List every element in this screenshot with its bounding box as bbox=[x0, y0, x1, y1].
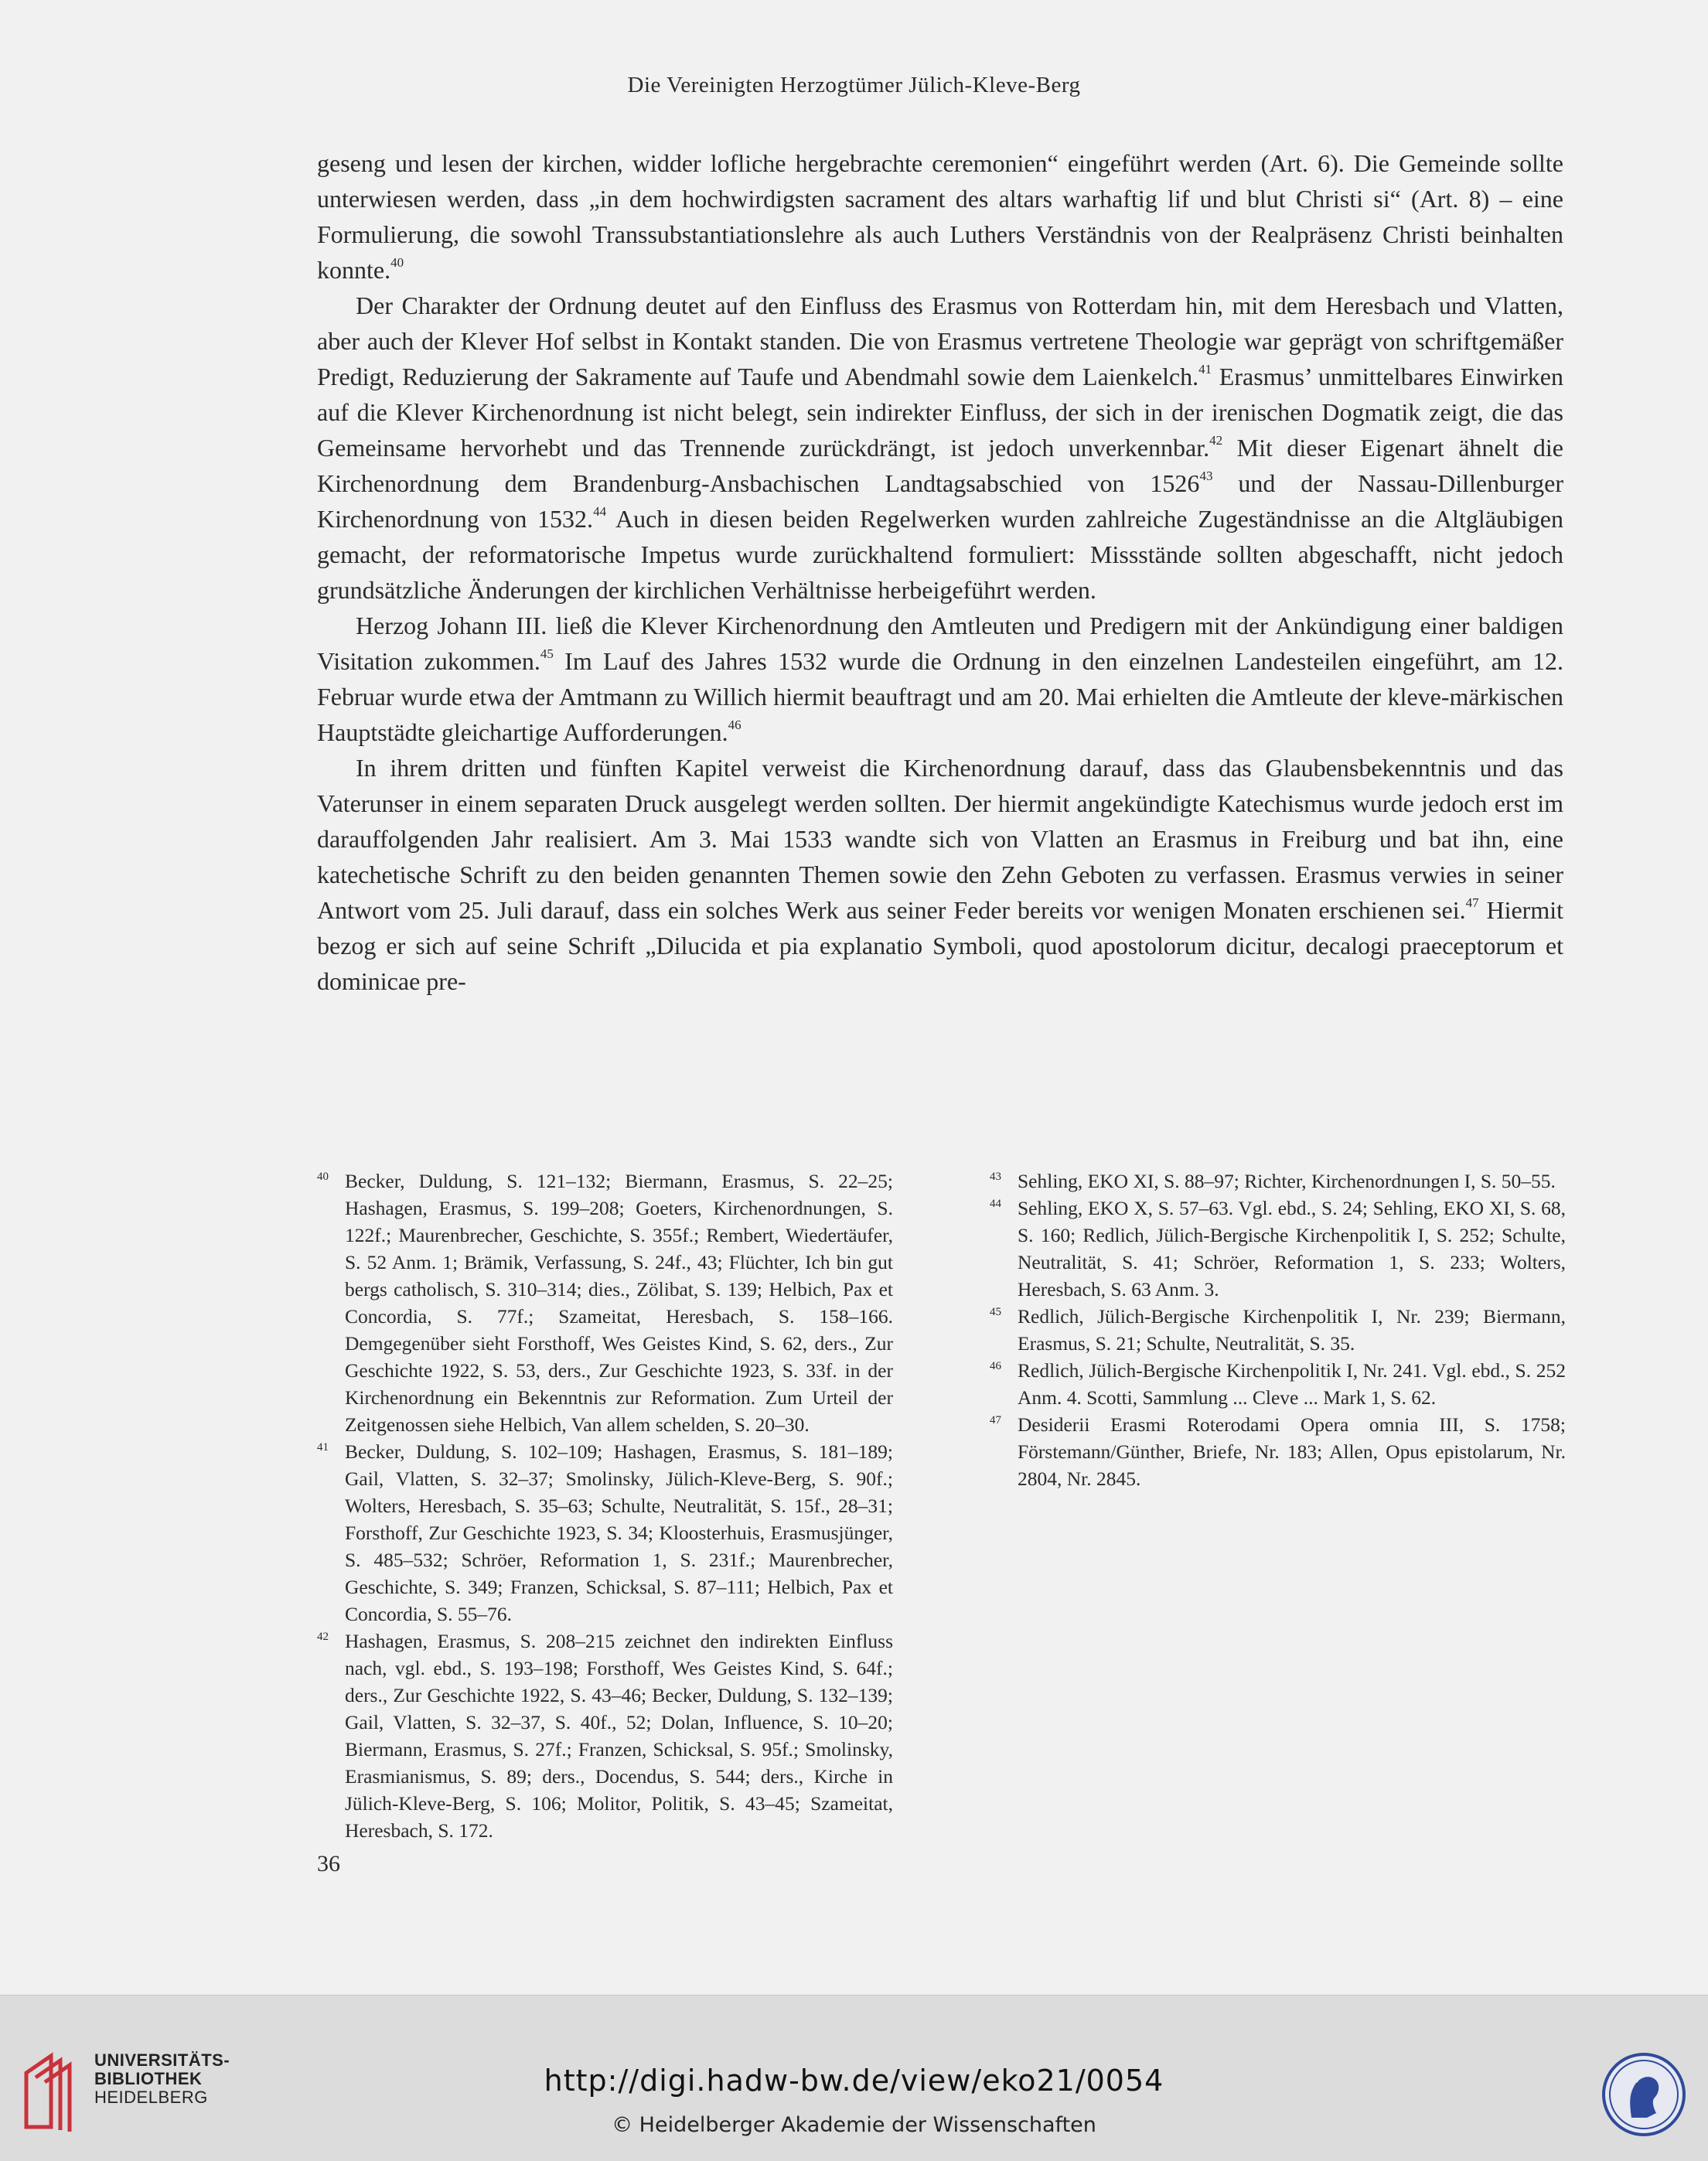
paragraph-text: Im Lauf des Jahres 1532 wurde die Ordnung in den einzelnen Landesteilen eingeführt, am 12. Februar wurde etwa der Amtmann zu Willich hiermit beauftragt und am 20. Mai erhielten die Amtleute der kleve-märkischen Hauptstädte gleichartige Aufforderungen. bbox=[317, 647, 1564, 746]
footnotes-right-column bbox=[990, 1167, 1566, 1492]
paragraph-text: Mit dieser Eigenart ähnelt die Kirchenordnung dem Brandenburg-Ansbachischen Landtagsabschied von 1526 bbox=[317, 434, 1564, 497]
footnote-ref[interactable]: 42 bbox=[1209, 433, 1223, 448]
footnote-number: 44 bbox=[990, 1198, 1001, 1210]
footnote-47 bbox=[990, 1411, 1566, 1492]
footnote-ref[interactable]: 40 bbox=[390, 255, 404, 270]
footnote-44 bbox=[990, 1195, 1566, 1303]
paragraph-text: und der Nassau-Dillenburger Kirchenordnung von 1532. bbox=[317, 469, 1564, 533]
footnote-text: Becker, Duldung, S. 102–109; Hashagen, Erasmus, S. 181–189; Gail, Vlatten, S. 32–37; Smolinsky, Jülich-Kleve-Berg, S. 90f.; Wolters, Heresbach, S. 35–63; Schulte, Neutralität, S. 15f., 28–31; Forsthoff, Zur Geschichte 1923, S. 34; Kloosterhuis, Erasmusjünger, S. 485–532; Schröer, Reformation 1, S. 231f.; Maurenbrecher, Geschichte, S. 349; Franzen, Schicksal, S. 87–111; Helbich, Pax et Concordia, S. 55–76. bbox=[345, 1440, 893, 1625]
footnote-text: Sehling, EKO X, S. 57–63. Vgl. ebd., S. 24; Sehling, EKO XI, S. 68, S. 160; Redlich, Jülich-Bergische Kirchenpolitik I, S. 252; Schulte, Neutralität, S. 41; Schröer, Reformation 1, S. 233; Wolters, Heresbach, S. 63 Anm. 3. bbox=[1018, 1197, 1566, 1300]
footnote-46 bbox=[990, 1357, 1566, 1411]
page-number: 36 bbox=[317, 1851, 340, 1876]
paragraph-text: Auch in diesen beiden Regelwerken wurden zahlreiche Zugeständnisse an die Altgläubigen gemacht, der reformatorische Impetus wurde zurückhaltend formuliert: Missstände sollten abgeschafft, nicht jedoch grundsätzliche Änderungen der kirchlichen Verhältnisse herbeigeführt werden. bbox=[317, 505, 1564, 604]
footnote-text: Hashagen, Erasmus, S. 208–215 zeichnet den indirekten Einfluss nach, vgl. ebd., S. 193–198; Forsthoff, Wes Geistes Kind, S. 64f.; ders., Zur Geschichte 1922, S. 43–46; Becker, Duldung, S. 132–139; Gail, Vlatten, S. 32–37, S. 40f., 52; Dolan, Influence, S. 10–20; Biermann, Erasmus, S. 27f.; Franzen, Schicksal, S. 95f.; Smolinsky, Erasmianismus, S. 89; ders., Docendus, S. 544; ders., Kirche in Jülich-Kleve-Berg, S. 106; Molitor, Politik, S. 43–45; Szameitat, Heresbach, S. 172. bbox=[345, 1630, 893, 1842]
paragraph-4 bbox=[317, 750, 1563, 999]
footnote-text: Becker, Duldung, S. 121–132; Biermann, Erasmus, S. 22–25; Hashagen, Erasmus, S. 199–208; Goeters, Kirchenordnungen, S. 122f.; Maurenbrecher, Geschichte, S. 355f.; Rembert, Wiedertäufer, S. 52 Anm. 1; Brämik, Verfassung, S. 24f., 43; Flüchter, Ich bin gut bergs catholisch, S. 310–314; dies., Zölibat, S. 139; Helbich, Pax et Concordia, S. 77f.; Szameitat, Heresbach, S. 158–166. Demgegenüber sieht Forsthoff, Wes Geistes Kind, S. 62, ders., Zur Geschichte 1922, S. 53, ders., Zur Geschichte 1923, S. 33f. in der Kirchenordnung ein Bekenntnis zur Reformation. Zum Urteil der Zeitgenossen siehe Helbich, Van allem schelden, S. 20–30. bbox=[345, 1170, 893, 1436]
footnote-ref[interactable]: 46 bbox=[728, 717, 741, 732]
paragraph-1 bbox=[317, 145, 1563, 288]
footnote-text: Sehling, EKO XI, S. 88–97; Richter, Kirchenordnungen I, S. 50–55. bbox=[1018, 1170, 1556, 1192]
footnote-ref[interactable]: 41 bbox=[1198, 362, 1212, 377]
academy-seal-logo[interactable] bbox=[1601, 2051, 1687, 2138]
academy-seal-icon bbox=[1601, 2051, 1687, 2138]
library-name-line: UNIVERSITÄTS- bbox=[94, 2050, 230, 2070]
paragraph-text: In ihrem dritten und fünften Kapitel verweist die Kirchenordnung darauf, dass das Glaubensbekenntnis und das Vaterunser in einem separaten Druck ausgelegt werden sollten. Der hiermit angekündigte Katechismus wurde jedoch erst im darauffolgenden Jahr realisiert. Am 3. Mai 1533 wandte sich von Vlatten an Erasmus in Freiburg und bat ihn, eine katechetische Schrift zu den beiden genannten Themen sowie den Zehn Geboten zu verfassen. Erasmus verwies in seiner Antwort vom 25. Juli darauf, dass ein solches Werk aus seiner Feder bereits vor wenigen Monaten erschienen sei. bbox=[317, 754, 1563, 924]
paragraph-3 bbox=[317, 608, 1563, 750]
footnote-ref[interactable]: 45 bbox=[540, 646, 554, 661]
permalink-url[interactable]: http://digi.hadw-bw.de/view/eko21/0054 bbox=[544, 2064, 1164, 2098]
footnote-number: 46 bbox=[990, 1360, 1001, 1372]
footnote-45 bbox=[990, 1303, 1566, 1357]
paragraph-text: Hiermit bezog er sich auf seine Schrift „Dilucida et pia explanatio Symboli, quod apostolorum dicitur, decalogi praeceptorum et dominicae pre- bbox=[317, 896, 1564, 995]
paragraph-2 bbox=[317, 288, 1563, 608]
footnote-41 bbox=[317, 1438, 893, 1628]
footnote-number: 47 bbox=[990, 1414, 1001, 1426]
copyright-notice: © Heidelberger Akademie der Wissenschaften bbox=[612, 2113, 1096, 2137]
paragraph-text: Herzog Johann III. ließ die Klever Kirchenordnung den Amtleuten und Predigern mit der Ankündigung einer baldigen Visitation zukommen. bbox=[317, 612, 1563, 675]
paragraph-text: geseng und lesen der kirchen, widder lofliche hergebrachte ceremonien“ eingeführt werden (Art. 6). Die Gemeinde sollte unterwiesen werden, dass „in dem hochwirdigsten sacrament des altars warhaftig lif und blut Christi si“ (Art. 8) – eine Formulierung, die sowohl Transsubstantiationslehre als auch Luthers Verständnis von der Realpräsenz Christi beinhalten konnte. bbox=[317, 149, 1563, 284]
running-head: Die Vereinigten Herzogtümer Jülich-Kleve-Berg bbox=[627, 73, 1081, 97]
footnote-number: 40 bbox=[317, 1171, 329, 1183]
footnote-42 bbox=[317, 1628, 893, 1844]
footnote-text: Redlich, Jülich-Bergische Kirchenpolitik I, Nr. 239; Biermann, Erasmus, S. 21; Schulte, Neutralität, S. 35. bbox=[1018, 1305, 1566, 1355]
footnote-number: 42 bbox=[317, 1631, 329, 1643]
footnote-ref[interactable]: 47 bbox=[1465, 895, 1479, 910]
footnote-43 bbox=[990, 1167, 1566, 1195]
body-text bbox=[317, 145, 1563, 999]
footnote-text: Redlich, Jülich-Bergische Kirchenpolitik I, Nr. 241. Vgl. ebd., S. 252 Anm. 4. Scotti, Sammlung ... Cleve ... Mark 1, S. 62. bbox=[1018, 1359, 1566, 1409]
footnote-number: 43 bbox=[990, 1171, 1001, 1183]
paragraph-text: Erasmus’ unmittelbares Einwirken auf die Klever Kirchenordnung ist nicht belegt, sein indirekter Einfluss, der sich in der irenischen Dogmatik zeigt, die das Gemeinsame hervorhebt und das Trennende zurückdrängt, ist jedoch unverkennbar. bbox=[317, 363, 1563, 462]
library-name-line: BIBLIOTHEK bbox=[94, 2069, 203, 2088]
footnote-text: Desiderii Erasmi Roterodami Opera omnia III, S. 1758; Förstemann/Günther, Briefe, Nr. 183; Allen, Opus epistolarum, Nr. 2804, Nr. 2845. bbox=[1018, 1413, 1566, 1490]
footnote-ref[interactable]: 44 bbox=[593, 504, 607, 519]
footnote-number: 45 bbox=[990, 1306, 1001, 1318]
footnote-number: 41 bbox=[317, 1441, 329, 1454]
library-name-line: HEIDELBERG bbox=[94, 2088, 208, 2107]
footnote-ref[interactable]: 43 bbox=[1199, 469, 1213, 483]
paragraph-text: Der Charakter der Ordnung deutet auf den Einfluss des Erasmus von Rotterdam hin, mit dem Heresbach und Vlatten, aber auch der Klever Hof selbst in Kontakt standen. Die von Erasmus vertretene Theologie war geprägt von schriftgemäßer Predigt, Reduzierung der Sakramente auf Taufe und Abendmahl sowie dem Laienkelch. bbox=[317, 291, 1563, 390]
footnotes-left-column bbox=[317, 1167, 893, 1844]
footnote-40 bbox=[317, 1167, 893, 1438]
viewer-footer bbox=[0, 1995, 1708, 2161]
